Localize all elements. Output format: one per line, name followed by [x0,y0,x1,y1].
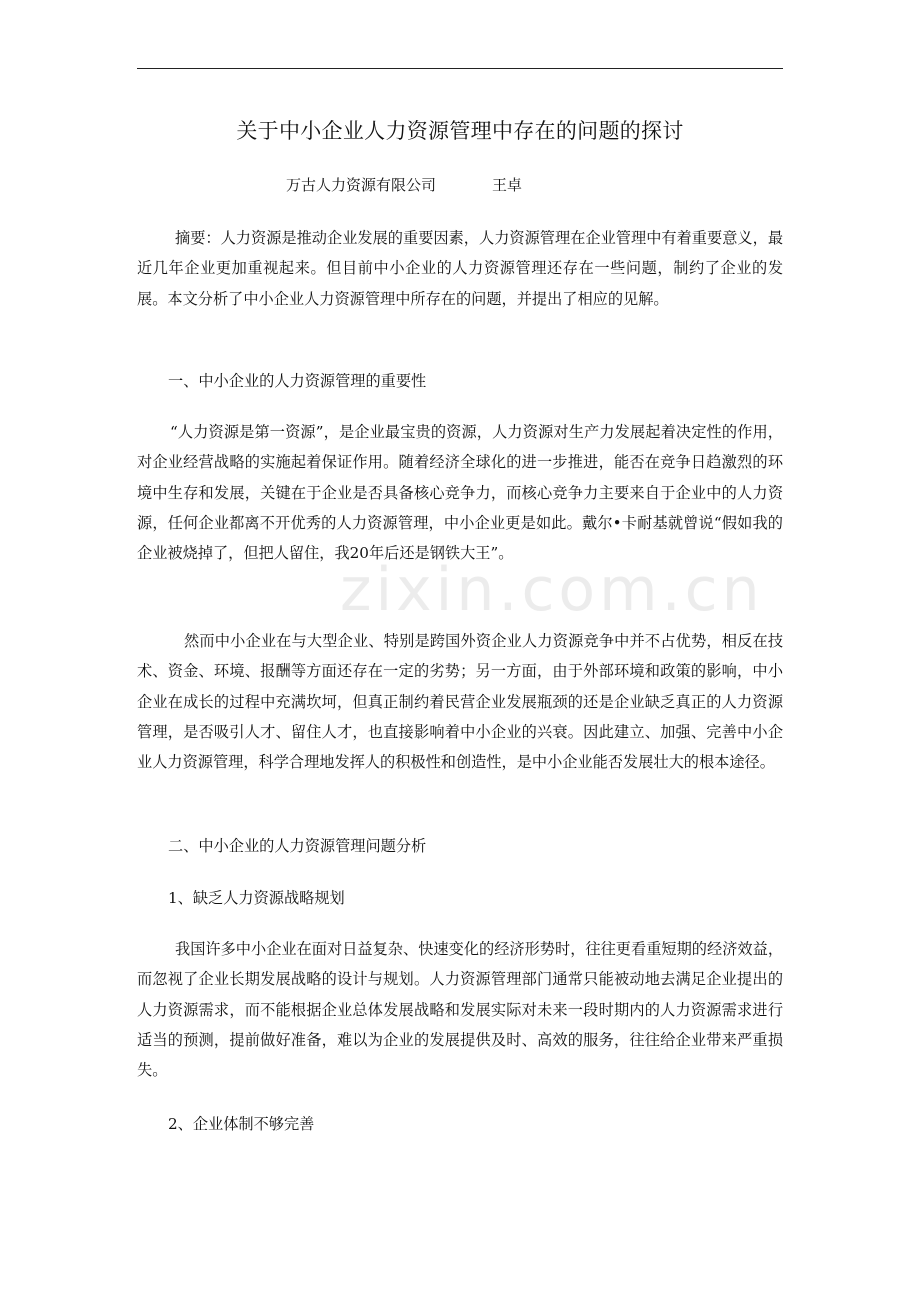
company-name: 万古人力资源有限公司 [286,176,437,194]
section-1-paragraph-1: “人力资源是第一资源”，是企业最宝贵的资源，人力资源对生产力发展起着决定性的作用，对企业经营战略的实施起着保证作用。随着经济全球化的进一步推进，能否在竞争日趋激烈的环境中生存和发展，关键在于企业是否具备核心竞争力，而核心竞争力主要来自于企业中的人力资源，任何企业都离不开优秀的人力资源管理，中小企业更是如此。戴尔•卡耐基就曾说“假如我的企业被烧掉了，但把人留住，我20年后还是钢铁大王”。 [137,423,783,563]
document-title: 关于中小企业人力资源管理中存在的问题的探讨 [236,119,684,143]
byline [286,174,522,195]
section-1-paragraph-2: 然而中小企业在与大型企业、特别是跨国外资企业人力资源竞争中并不占优势，相反在技术、资金、环境、报酬等方面还存在一定的劣势；另一方面，由于外部环境和政策的影响，中小企业在成长的过程中充满坎坷，但真正制约着民营企业发展瓶颈的还是企业缺乏真正的人力资源管理，是否吸引人才、留住人才，也直接影响着中小企业的兴衰。因此建立、加强、完善中小企业人力资源管理，科学合理地发挥人的积极性和创造性，是中小企业能否发展壮大的根本途径。 [137,632,783,772]
subsection-2-heading: 2、企业体制不够完善 [168,1115,315,1133]
watermark: zixin.com.cn [340,555,764,625]
section-2-heading: 二、中小企业的人力资源管理问题分析 [168,837,427,855]
abstract-paragraph: 摘要：人力资源是推动企业发展的重要因素，人力资源管理在企业管理中有着重要意义，最近几年企业更加重视起来。但目前中小企业的人力资源管理还存在一些问题，制约了企业的发展。本文分析了中小企业人力资源管理中所存在的问题，并提出了相应的见解。 [137,229,783,308]
subsection-1-paragraph: 我国许多中小企业在面对日益复杂、快速变化的经济形势时，往往更看重短期的经济效益，而忽视了企业长期发展战略的设计与规划。人力资源管理部门通常只能被动地去满足企业提出的人力资源需求，而不能根据企业总体发展战略和发展实际对未来一段时期内的人力资源需求进行适当的预测，提前做好准备，难以为企业的发展提供及时、高效的服务，往往给企业带来严重损失。 [137,940,783,1080]
subsection-1-heading: 1、缺乏人力资源战略规划 [168,889,345,907]
section-1-heading: 一、中小企业的人力资源管理的重要性 [168,372,427,390]
author-name: 王卓 [492,176,523,194]
header-rule [137,68,783,69]
